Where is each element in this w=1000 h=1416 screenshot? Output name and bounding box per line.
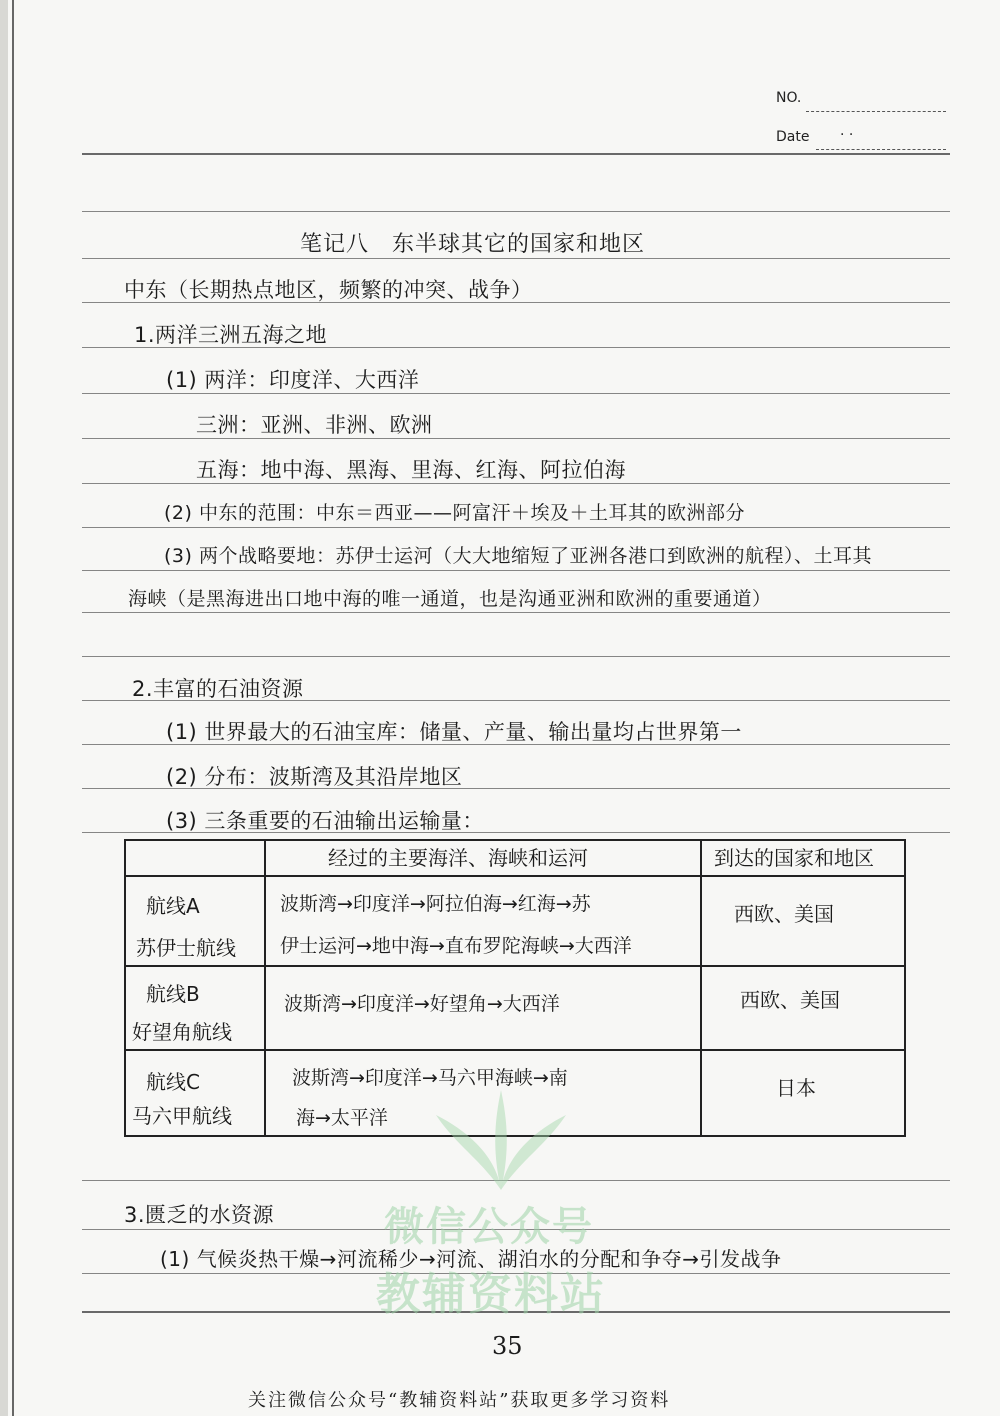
route-alias: 马六甲航线 — [132, 1104, 232, 1128]
page-edge — [0, 0, 8, 1416]
route-alias: 好望角航线 — [132, 1020, 232, 1044]
ruled-line — [82, 527, 950, 528]
route-path: 波斯湾→印度洋→阿拉伯海→红海→苏 — [280, 893, 591, 915]
watermark-line1: 微信公众号 — [384, 1204, 594, 1250]
route-path: 波斯湾→印度洋→好望角→大西洋 — [284, 993, 560, 1015]
no-label: NO. — [776, 90, 802, 106]
note-line: (1) 两洋：印度洋、大西洋 — [166, 368, 420, 392]
route-path: 波斯湾→印度洋→马六甲海峡→南 — [292, 1067, 568, 1089]
note-line: 五海：地中海、黑海、里海、红海、阿拉伯海 — [196, 458, 626, 482]
note-line: (3) 两个战略要地：苏伊士运河（大大地缩短了亚洲各港口到欧洲的航程）、土耳其 — [164, 545, 872, 567]
route-destination: 西欧、美国 — [734, 902, 834, 926]
section2-heading: 2.丰富的石油资源 — [132, 677, 304, 701]
watermark-line2: 教辅资料站 — [376, 1269, 606, 1320]
leaf-watermark-icon — [426, 1085, 576, 1195]
section3-heading: 3.匮乏的水资源 — [124, 1203, 275, 1227]
route-path: 海→太平洋 — [296, 1107, 388, 1129]
page-title: 笔记八 东半球其它的国家和地区 — [300, 232, 646, 257]
route-name: 航线B — [146, 982, 200, 1006]
route-destination: 西欧、美国 — [740, 988, 840, 1012]
ruled-line — [82, 483, 950, 484]
ruled-line — [82, 393, 950, 394]
ruled-line — [82, 438, 950, 439]
ruled-line — [82, 570, 950, 571]
footer-note: 关注微信公众号“教辅资料站”获取更多学习资料 — [248, 1390, 671, 1411]
section1-heading: 1.两洋三洲五海之地 — [134, 323, 328, 347]
note-line: (3) 三条重要的石油输出运输量： — [166, 809, 484, 833]
date-label: Date — [776, 129, 810, 145]
note-line: 海峡（是黑海进出口地中海的唯一通道，也是沟通亚洲和欧洲的重要通道） — [128, 588, 772, 610]
ruled-line — [82, 612, 950, 613]
ruled-line — [82, 258, 950, 259]
date-underline — [816, 149, 946, 150]
ruled-line — [82, 211, 950, 212]
note-line: (1) 世界最大的石油宝库：储量、产量、输出量均占世界第一 — [166, 720, 742, 744]
section-heading: 中东（长期热点地区，频繁的冲突、战争） — [124, 278, 533, 302]
route-path: 伊士运河→地中海→直布罗陀海峡→大西洋 — [280, 935, 632, 957]
binding-line — [12, 0, 14, 1416]
page-number: 35 — [492, 1332, 523, 1360]
note-line: (2) 分布：波斯湾及其沿岸地区 — [166, 765, 463, 789]
table-header-dest: 到达的国家和地区 — [714, 846, 874, 870]
note-line: (2) 中东的范围：中东＝西亚——阿富汗＋埃及＋土耳其的欧洲部分 — [164, 502, 745, 524]
route-destination: 日本 — [776, 1076, 816, 1100]
route-name: 航线C — [146, 1070, 200, 1094]
note-line: (1) 气候炎热干燥→河流稀少→河流、湖泊水的分配和争夺→引发战争 — [160, 1247, 782, 1271]
date-value: · · — [840, 127, 854, 143]
note-line: 三洲：亚洲、非洲、欧洲 — [196, 413, 433, 437]
ruled-line — [82, 153, 950, 155]
ruled-line — [82, 656, 950, 657]
route-alias: 苏伊士航线 — [136, 936, 236, 960]
no-underline — [806, 111, 946, 112]
table-header-path: 经过的主要海洋、海峡和运河 — [328, 846, 588, 870]
route-name: 航线A — [146, 894, 200, 918]
